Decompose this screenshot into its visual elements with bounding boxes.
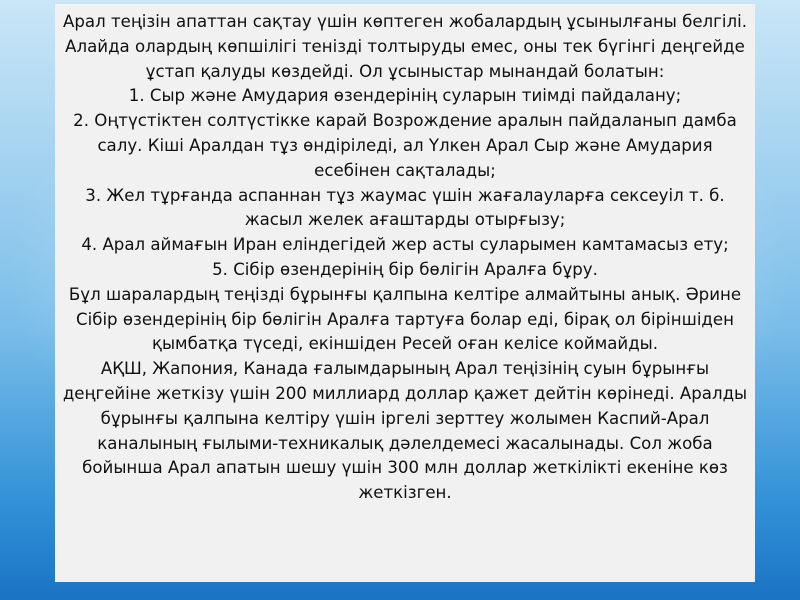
- paragraph-item-2: 2. Оңтүстіктен солтүстікке карай Возрождение аралын пайдаланып дамба салу. Кіші Аралдан тұз өндіріледі, ал Үлкен Арал Сыр және Амудария есебінен сақталады;: [73, 111, 737, 180]
- paragraph-item-4: 4. Арал аймағын Иран еліндегідей жер асты суларымен камтамасыз ету;: [81, 235, 729, 255]
- paragraph-item-5: 5. Сібір өзендерінің бір бөлігін Аралға бұру.: [212, 259, 598, 279]
- document-text: [59, 10, 751, 506]
- paragraph-conclusion: Бұл шаралардың теңізді бұрынғы қалпына келтіре алмайтыны анық. Әрине Сібір өзендерінің бір бөлігін Аралға тартуға болар еді, бірақ ол біріншіден қымбатқа түседі, екіншіден Ресей оған келісе коймайды.: [68, 284, 742, 354]
- paragraph-item-3: 3. Жел тұрғанда аспаннан тұз жаумас үшін жағалауларға сексеуіл т. б. жасыл желек ағаштарды отырғызу;: [85, 185, 725, 230]
- paragraph-funding: АҚШ, Жапония, Канада ғалымдарының Арал теңізінің суын бұрынғы деңгейіне жеткізу үшін 200 миллиард доллар қажет дейтін көрінеді. Аралды бұрынғы қалпына келтіру үшін іргелі зерттеу жолымен Каспий-Арал каналының ғылыми-техникалық дәлелдемесі жасалынады. Сол жоба бойынша Арал апатын шешу үшін 300 млн доллар жеткілікті екеніне көз жеткізген.: [62, 359, 748, 503]
- paragraph-intro: Арал теңізін апаттан сақтау үшін көптеген жобалардың ұсынылғаны белгілі. Алайда олардың көпшілігі тенізді толтыруды емес, оны тек бүгінгі деңгейде ұстап қалуды көздейді. Ол ұсыныстар мынандай болатын:: [63, 12, 747, 81]
- background-gradient-band: [0, 582, 800, 600]
- text-panel: [55, 4, 755, 582]
- paragraph-item-1: 1. Сыр және Амудария өзендерінің суларын тиімді пайдалану;: [128, 86, 682, 106]
